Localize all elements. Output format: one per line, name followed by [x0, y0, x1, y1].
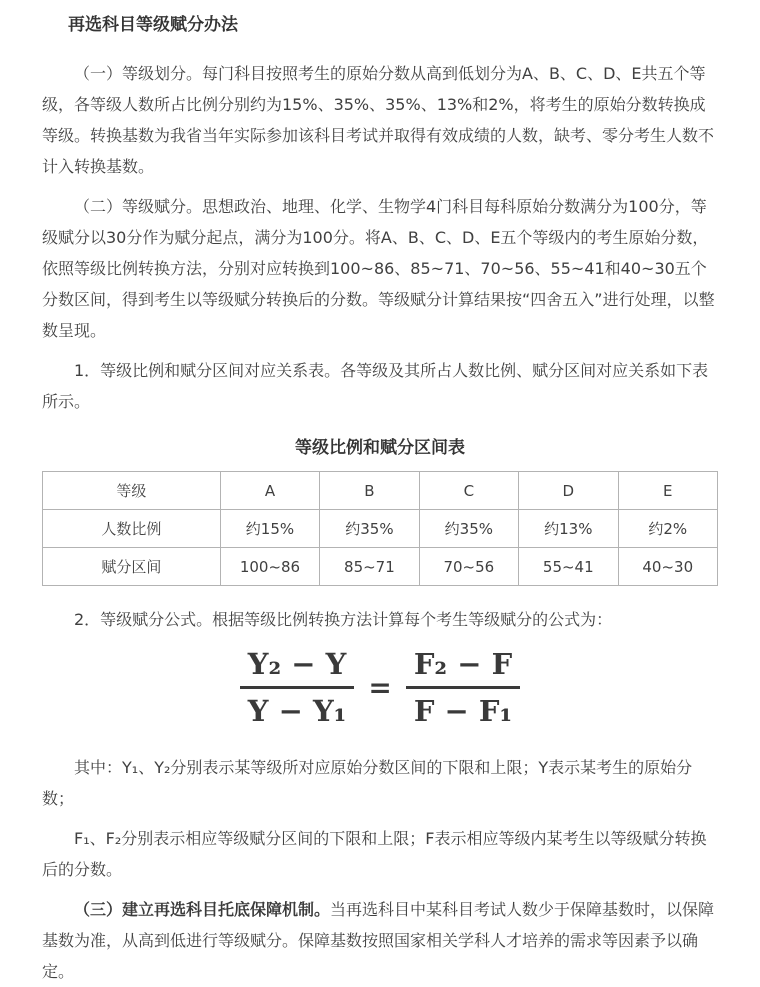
table-cell: 约35%: [320, 510, 419, 548]
fraction-left-denominator: Y − Y₁: [247, 694, 347, 728]
table-cell: B: [320, 472, 419, 510]
table-cell: 约15%: [220, 510, 319, 548]
paragraph-grade-division: （一）等级划分。每门科目按照考生的原始分数从高到低划分为A、B、C、D、E共五个等级，各等级人数所占比例分别约为15%、35%、35%、13%和2%，将考生的原始分数转换成等级。转换基数为我省当年实际参加该科目考试并取得有效成绩的人数，缺考、零分考生人数不计入转换基数。: [42, 64, 715, 176]
table-cell: C: [419, 472, 518, 510]
table-cell: 70~56: [419, 548, 518, 586]
fraction-left-numerator: Y₂ − Y: [240, 649, 355, 689]
table-cell: 赋分区间: [43, 548, 221, 586]
fraction-right: [406, 649, 520, 726]
table-row-ratio: [43, 510, 718, 548]
table-cell: E: [618, 472, 718, 510]
table-cell: 等级: [43, 472, 221, 510]
table-cell: A: [220, 472, 319, 510]
table-cell: 约13%: [519, 510, 618, 548]
table-cell: 约2%: [618, 510, 718, 548]
table-row-grade: [43, 472, 718, 510]
guarantee-mechanism-lead: （三）建立再选科目托底保障机制。: [74, 900, 331, 919]
fraction-left: [240, 649, 355, 726]
paragraph-grade-assignment: （二）等级赋分。思想政治、地理、化学、生物学4门科目每科原始分数满分为100分，等级赋分以30分作为赋分起点，满分为100分。将A、B、C、D、E五个等级内的考生原始分数，依照等级比例转换方法，分别对应转换到100~86、85~71、70~56、55~41和40~30五个分数区间，得到考生以等级赋分转换后的分数。等级赋分计算结果按“四舍五入”进行处理，以整数呈现。: [42, 197, 715, 340]
grade-assignment-formula: [42, 649, 718, 726]
equals-sign: =: [368, 671, 392, 704]
fraction-right-numerator: F₂ − F: [406, 649, 520, 689]
paragraph-guarantee-mechanism: [42, 894, 718, 987]
table-cell: 40~30: [618, 548, 718, 586]
table-title: 等级比例和赋分区间表: [295, 438, 465, 458]
paragraph-f-definition: F₁、F₂分别表示相应等级赋分区间的下限和上限；F表示相应等级内某考生以等级赋分转换后的分数。: [42, 829, 707, 879]
table-cell: 约35%: [419, 510, 518, 548]
table-cell: D: [519, 472, 618, 510]
document-title: 再选科目等级赋分办法: [68, 15, 238, 35]
grade-ratio-table: [42, 471, 718, 586]
table-cell: 85~71: [320, 548, 419, 586]
paragraph-formula-intro: 2．等级赋分公式。根据等级比例转换方法计算每个考生等级赋分的公式为：: [74, 610, 613, 629]
table-cell: 100~86: [220, 548, 319, 586]
table-cell: 人数比例: [43, 510, 221, 548]
guarantee-mechanism-rest: 当再选科目中某科目考试人数少于保障基数时，以保障基数为准，从高到低进行等级赋分。保障基数按照国家相关学科人才培养的需求等因素予以确定。: [42, 900, 715, 981]
fraction-right-denominator: F − F₁: [413, 694, 513, 728]
table-row-interval: [43, 548, 718, 586]
paragraph-y-definition: 其中：Y₁、Y₂分别表示某等级所对应原始分数区间的下限和上限；Y表示某考生的原始分数；: [42, 758, 693, 808]
paragraph-table-intro: 1．等级比例和赋分区间对应关系表。各等级及其所占人数比例、赋分区间对应关系如下表所示。: [42, 361, 709, 411]
table-cell: 55~41: [519, 548, 618, 586]
